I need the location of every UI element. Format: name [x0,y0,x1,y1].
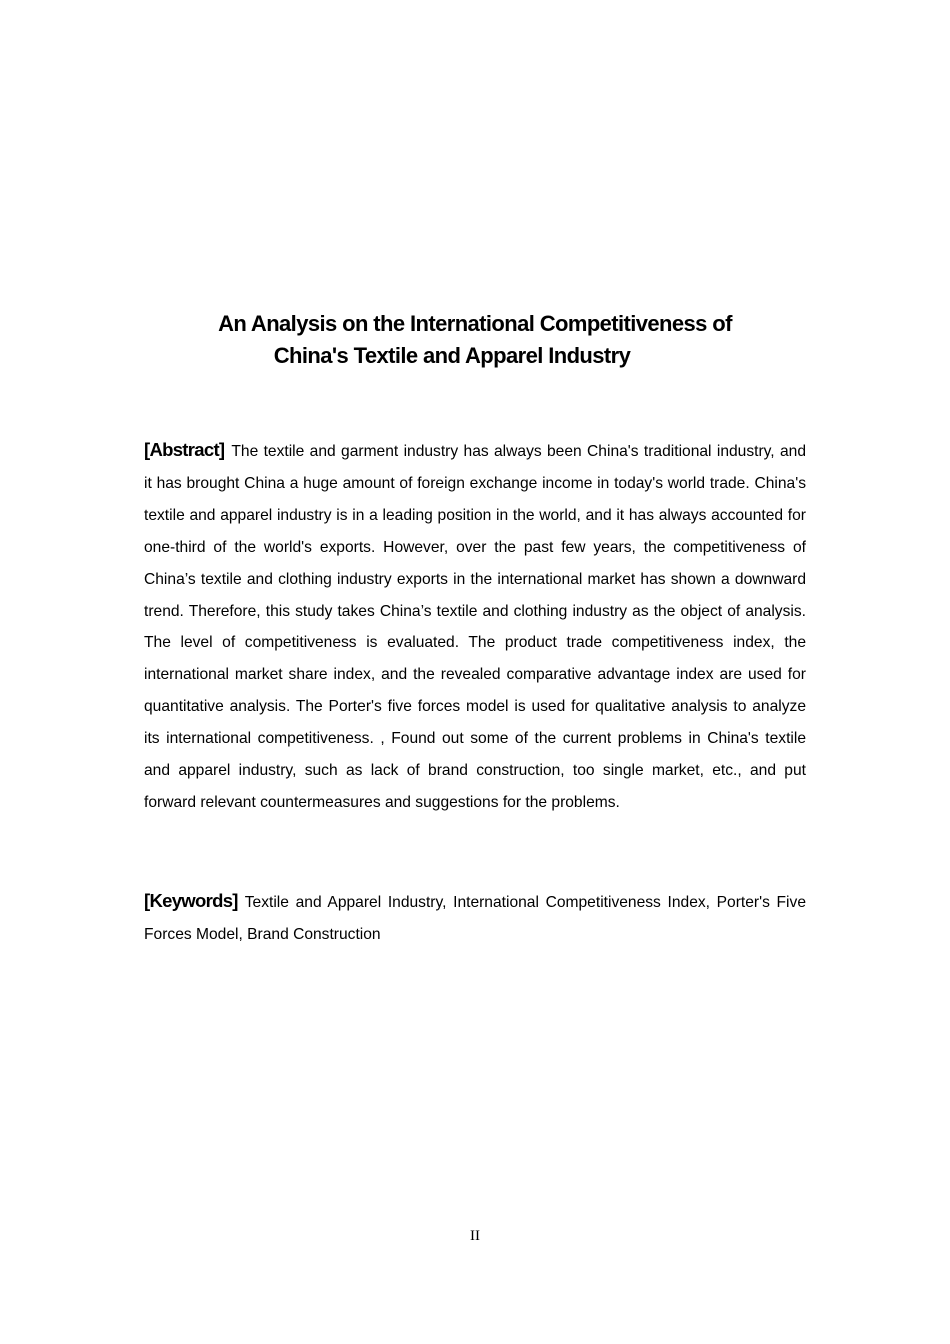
paper-title-line-2: China's Textile and Apparel Industry [273,343,631,368]
page-number: II [470,1228,480,1244]
keywords-paragraph [144,885,806,951]
paper-title-line-1: An Analysis on the International Competitiveness of [218,311,732,336]
abstract-paragraph [144,434,806,819]
keywords-label: [Keywords] [144,890,238,911]
paper-title [0,308,950,372]
abstract-text: The textile and garment industry has always been China's traditional industry, and it has brought China a huge amount of foreign exchange income in today's world trade. China's textile and apparel industry is in a leading position in the world, and it has always accounted for one-third of the world's exports. However, over the past few years, the competitiveness of China’s textile and clothing industry exports in the international market has shown a downward trend. Therefore, this study takes China’s textile and clothing industry as the object of analysis. The level of competitiveness is evaluated. The product trade competitiveness index, the international market share index, and the revealed comparative advantage index are used for quantitative analysis. The Porter's five forces model is used for qualitative analysis to analyze its international competitiveness. , Found out some of the current problems in China's textile and apparel industry, such as lack of brand construction, too single market, etc., and put forward relevant countermeasures and suggestions for the problems. [144,443,806,811]
abstract-label: [Abstract] [144,439,225,460]
keywords-text: Textile and Apparel Industry, International Competitiveness Index, Porter's Five Forces Model, Brand Construction [144,894,806,943]
